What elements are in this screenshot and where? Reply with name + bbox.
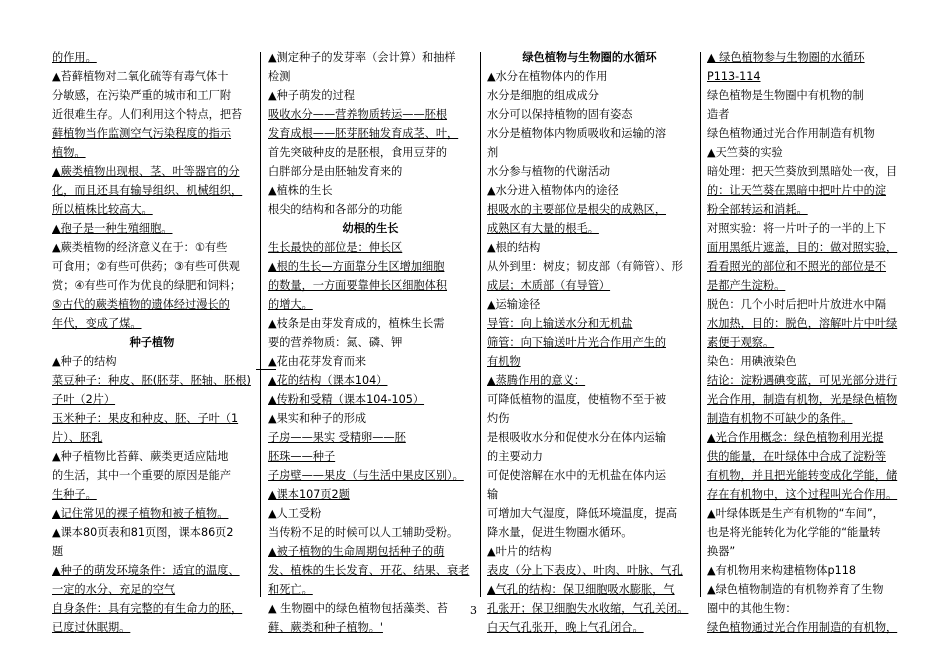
text-line: ▲孢子是一种生殖细胞。 [52,222,173,235]
text-line: ▲种子的萌发环境条件：适宜的温度、 [52,564,240,577]
text-line: 和死亡。 [268,583,313,596]
text-line: 子叶（2片） [52,393,116,406]
section-heading: 幼根的生长 [342,222,399,235]
text-line: ▲传粉和受精（课本104-105） [268,393,425,406]
text-line: 水分是植物体内物质吸收和运输的溶 [487,127,667,140]
text-line: 可促使溶解在水中的无机盐在体内运 [487,469,667,482]
text-line: ▲测定种子的发芽率（会计算）和抽样 [268,51,456,64]
text-line: 发育成根——胚芽胚轴发育成茎、叶， [268,127,459,140]
text-line: ▲记住常见的裸子植物和被子植物。 [52,507,229,520]
text-line: 要的营养物质：氮、磷、钾 [268,336,403,349]
text-line: 存在有机物中，这个过程叫光合作用。 [707,488,898,501]
text-line: ▲根的结构 [487,241,541,254]
text-line: 一定的水分、充足的空气 [52,583,176,596]
text-line: 已度过休眠期。 [52,621,131,634]
text-line: 植物。 [52,146,86,159]
text-line: 的主要动力 [487,450,543,463]
text-line: 看看照光的部位和不照光的部位是不 [707,260,887,273]
text-line: ▲人工受粉 [268,507,322,520]
text-line: 自身条件：具有完整的有生命力的胚， [52,602,243,615]
text-line: 灼伤 [487,412,510,425]
text-line: 面用黑纸片遮盖，目的：做对照实验， [707,241,898,254]
text-line: 赏；④有些可作为优良的绿肥和饲料； [52,279,242,292]
text-line: 绿色植物通过光合作用制造有机物 [707,127,875,140]
text-line: 结论：淀粉遇碘变蓝，可见光部分进行 [707,374,898,387]
text-line: 换器” [707,545,736,558]
text-line: 从外到里：树皮；韧皮部（有筛管）、形 [487,260,683,273]
text-line: 有机物，并且把光能转变成化学能，储 [707,469,898,482]
text-line: 对照实验：将一片叶子的一半的上下 [707,222,887,235]
text-line: 片）、胚乳 [52,431,103,444]
text-line: 检测 [268,70,291,83]
text-line: 的：让天竺葵在黑暗中把叶片中的淀 [707,184,887,197]
text-line: 子房——果实 受精卵——胚 [268,431,406,444]
text-line: 年代，变成了煤。 [52,317,142,330]
text-line: 染色：用碘液染色 [707,355,797,368]
text-line: 白天气孔张开，晚上气孔闭合。 [487,621,644,634]
text-line: 光合作用，制造有机物，光是绿色植物 [707,393,898,406]
page-number: 3 [470,604,477,617]
text-line: ▲叶绿体既是生产有机物的“车间”， [707,507,884,520]
text-line: ▲ 绿色植物参与生物圈的水循环 [707,51,865,64]
text-line: 水分可以保持植物的固有姿态 [487,108,633,121]
text-line: 粉全部转运和消耗。 [707,203,808,216]
section-heading: 种子植物 [129,336,175,349]
text-line: 暗处理：把天竺葵放到黑暗处一夜，目 [707,165,898,178]
text-line: 近很难生存。人们利用这个特点，把苔 [52,108,243,121]
text-line: ▲蕨类植物出现根、茎、叶等器官的分 [52,165,240,178]
column-3 [487,48,692,637]
text-line: ▲花由花芽发育而来 [268,355,367,368]
text-line: P113-114 [707,70,761,83]
text-line: 藓、蕨类和种子植物。' [268,621,383,634]
text-line: 玉米种子：果皮和种皮、胚、子叶（1 [52,412,239,425]
text-line: ▲绿色植物制造的有机物养育了生物 [707,583,884,596]
text-line: 输 [487,488,499,501]
column-4 [707,48,907,637]
text-line: ▲光合作用概念：绿色植物利用光提 [707,431,884,444]
section-heading: 绿色植物与生物圈的水循环 [522,51,657,64]
text-line: 是根吸收水分和促使水分在体内运输 [487,431,667,444]
text-line: 白胖部分是由胚轴发育来的 [268,165,403,178]
text-line: 供的能量，在叶绿体中合成了淀粉等 [707,450,887,463]
text-line: 脱色：几个小时后把叶片放进水中隔 [707,298,887,311]
text-line: 成熟区有大量的根毛。 [487,222,599,235]
text-line: ▲水分进入植物体内的途径 [487,184,619,197]
column-1 [52,48,252,637]
text-line: 水分是细胞的组成成分 [487,89,599,102]
text-line: ▲根的生长—方面靠分生区增加细胞 [268,260,445,273]
text-line: 导管：向上输送水分和无机盐 [487,317,633,330]
text-line: 菜豆种子：种皮、胚(胚芽、胚轴、胚根) [52,374,251,387]
text-line: ▲果实和种子的形成 [268,412,367,425]
text-line: 首先突破种皮的是胚根，食用豆芽的 [268,146,448,159]
text-line: 筛管：向下输送叶片光合作用产生的 [487,336,667,349]
text-line: ▲种子植物比苔藓、蕨类更适应陆地 [52,450,229,463]
text-line: 素便于观察。 [707,336,775,349]
column-divider [480,52,481,597]
text-line: 化，而且还具有输导组织、机械组织， [52,184,243,197]
text-line: ▲ 生物圈中的绿色植物包括藻类、苔 [268,602,448,615]
text-line: 水分参与植物的代谢活动 [487,165,611,178]
text-line: ▲水分在植物体内的作用 [487,70,608,83]
text-line: 可降低植物的温度，使植物不至于被 [487,393,667,406]
text-line: 可增加大气湿度，降低环境温度，提高 [487,507,678,520]
text-line: ▲蕨类植物的经济意义在于：①有些 [52,241,228,254]
text-line: 表皮（分上下表皮）、叶肉、叶脉、气孔 [487,564,683,577]
text-line: ▲苔藓植物对二氧化硫等有毒气体十 [52,70,229,83]
text-line: 吸收水分——营养物质转运——胚根 [268,108,448,121]
text-line: 绿色植物是生物圈中有机物的制 [707,89,864,102]
text-line: ⑤古代的蕨类植物的遗体经过漫长的 [52,298,230,311]
text-line: 是都产生淀粉。 [707,279,786,292]
text-line: 的增大。 [268,298,313,311]
text-line: 所以植株比较高大。 [52,203,153,216]
text-line: 生长最快的部位是：伸长区 [268,241,403,254]
text-line: ▲花的结构（课本104） [268,374,388,387]
text-line: ▲被子植物的生命周期包括种子的萌 [268,545,445,558]
text-line: 藓植物当作监测空气污染程度的指示 [52,127,232,140]
text-line: 的数量，一方面要靠伸长区细胞体积 [268,279,448,292]
divider-tick [256,369,276,370]
text-line: 水加热，目的：脱色，溶解叶片中叶绿 [707,317,898,330]
text-line: ▲有机物用来构建植物体p118 [707,564,856,577]
text-line: 成层；木质部（有导管） [487,279,611,292]
text-line: ▲种子萌发的过程 [268,89,355,102]
text-line: ▲叶片的结构 [487,545,552,558]
text-line: 圈中的其他生物： [707,602,797,615]
text-line: 造者 [707,108,730,121]
text-line: 子房壁——果皮（与生活中果皮区别）。 [268,469,464,482]
text-line: 也是将光能转化为化学能的“能量转 [707,526,881,539]
text-line: 当传粉不足的时候可以人工辅助受粉。 [268,526,459,539]
text-line: 有机物 [487,355,521,368]
text-line: 剂 [487,146,499,159]
text-line: 可食用；②有些可供药；③有些可供观 [52,260,240,273]
text-line: 胚珠——种子 [268,450,336,463]
text-line: ▲枝条是由芽发育成的，植株生长需 [268,317,445,330]
text-line: 的作用。 [52,51,97,64]
text-line: ▲运输途径 [487,298,541,311]
text-line: 生种子。 [52,488,97,501]
text-line: 分敏感，在污染严重的城市和工厂附 [52,89,232,102]
text-line: ▲种子的结构 [52,355,117,368]
column-divider [700,52,701,597]
text-line: 绿色植物通过光合作用制造的有机物， [707,621,898,634]
text-line: 根吸水的主要部位是根尖的成熟区， [487,203,667,216]
text-line: 孔张开；保卫细胞失水收缩，气孔关闭。 [487,602,689,615]
text-line: 制造有机物不可缺少的条件。 [707,412,853,425]
text-line: 发、植株的生长发育、开花、结果、衰老 [268,564,470,577]
text-line: ▲植株的生长 [268,184,333,197]
column-divider [260,52,261,597]
text-line: ▲蒸腾作用的意义： [487,374,586,387]
text-line: 题 [52,545,64,558]
text-line: 的生活，其中一个重要的原因是能产 [52,469,232,482]
column-2 [268,48,473,637]
text-line: ▲课本107页2题 [268,488,350,501]
text-line: 根尖的结构和各部分的功能 [268,203,403,216]
text-line: ▲课本80页表和81页图，课本86页2 [52,526,234,539]
text-line: ▲气孔的结构：保卫细胞吸水膨胀，气 [487,583,675,596]
text-line: ▲天竺葵的实验 [707,146,783,159]
text-line: 降水量，促进生物圈水循环。 [487,526,633,539]
